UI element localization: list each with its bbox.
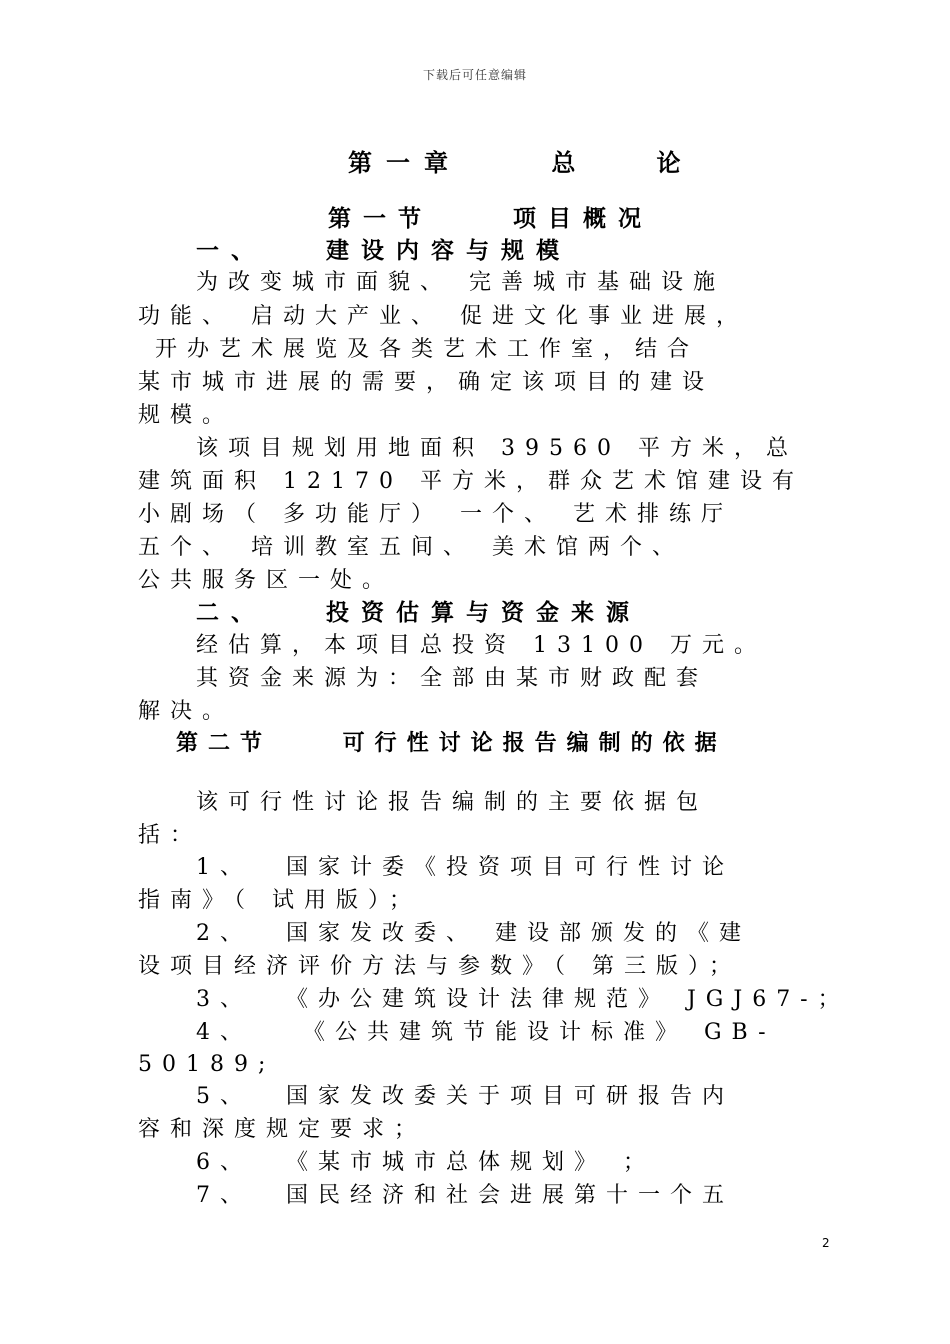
list-item: 5、 国家发改委关于项目可研报告内 (196, 1084, 734, 1109)
paragraph-line: 解决。 (138, 699, 235, 724)
paragraph-line: 小剧场（ 多功能厅） 一个、 艺术排练厅 (138, 502, 733, 527)
list-item: 容和深度规定要求； (138, 1117, 427, 1142)
paragraph-line: 为改变城市面貌、 完善城市基础设施 (196, 270, 725, 295)
paragraph-line: 其资金来源为：全部由某市财政配套 (196, 666, 709, 691)
list-item: 3、 《办公建筑设计法律规范》 JGJ67-； (196, 987, 850, 1012)
chapter-title: 第一章 总 论 (348, 149, 695, 177)
subsection-1-title: 一、 建设内容与规模 (196, 238, 572, 264)
list-item: 7、 国民经济和社会进展第十一个五 (196, 1183, 734, 1208)
paragraph-line: 五个、 培训教室五间、 美术馆两个、 (138, 535, 684, 560)
section-2-title: 第二节 可行性讨论报告编制的依据 (176, 731, 727, 756)
list-item: 设项目经济评价方法与参数》（ 第三版）； (138, 954, 741, 979)
paragraph-line: 经估算，本项目总投资 13100 万元。 (196, 633, 766, 658)
paragraph-line: 开办艺术展览及各类艺术工作室，结合 (138, 337, 699, 362)
paragraph-line: 该项目规划用地面积 39560 平方米，总 (196, 436, 798, 461)
list-item: 4、 《公共建筑节能设计标准》 GB- (196, 1020, 776, 1045)
paragraph-line: 公共服务区一处。 (138, 568, 395, 593)
list-item: 2、 国家发改委、 建设部颁发的《建 (196, 921, 751, 946)
paragraph-line: 功能、 启动大产业、 促进文化事业进展， (138, 304, 748, 329)
list-item: 1、 国家计委《投资项目可行性讨论 (196, 855, 734, 880)
paragraph-line: 建筑面积 12170 平方米，群众艺术馆建设有 (138, 469, 804, 494)
paragraph-line: 该可行性讨论报告编制的主要依据包 (196, 790, 709, 815)
header-note: 下载后可任意编辑 (422, 68, 527, 82)
paragraph-line: 规模。 (138, 403, 235, 428)
section-1-title: 第一节 项目概况 (328, 206, 654, 232)
subsection-2-title: 二、 投资估算与资金来源 (196, 600, 642, 626)
paragraph-line: 某市城市进展的需要，确定该项目的建设 (138, 370, 715, 395)
page-number: 2 (822, 1236, 830, 1250)
list-item: 50189; (138, 1052, 276, 1077)
paragraph-line: 括： (138, 823, 203, 848)
list-item: 指南》（ 试用版）； (138, 888, 421, 913)
list-item: 6、 《某市城市总体规划》 ； (196, 1150, 655, 1175)
